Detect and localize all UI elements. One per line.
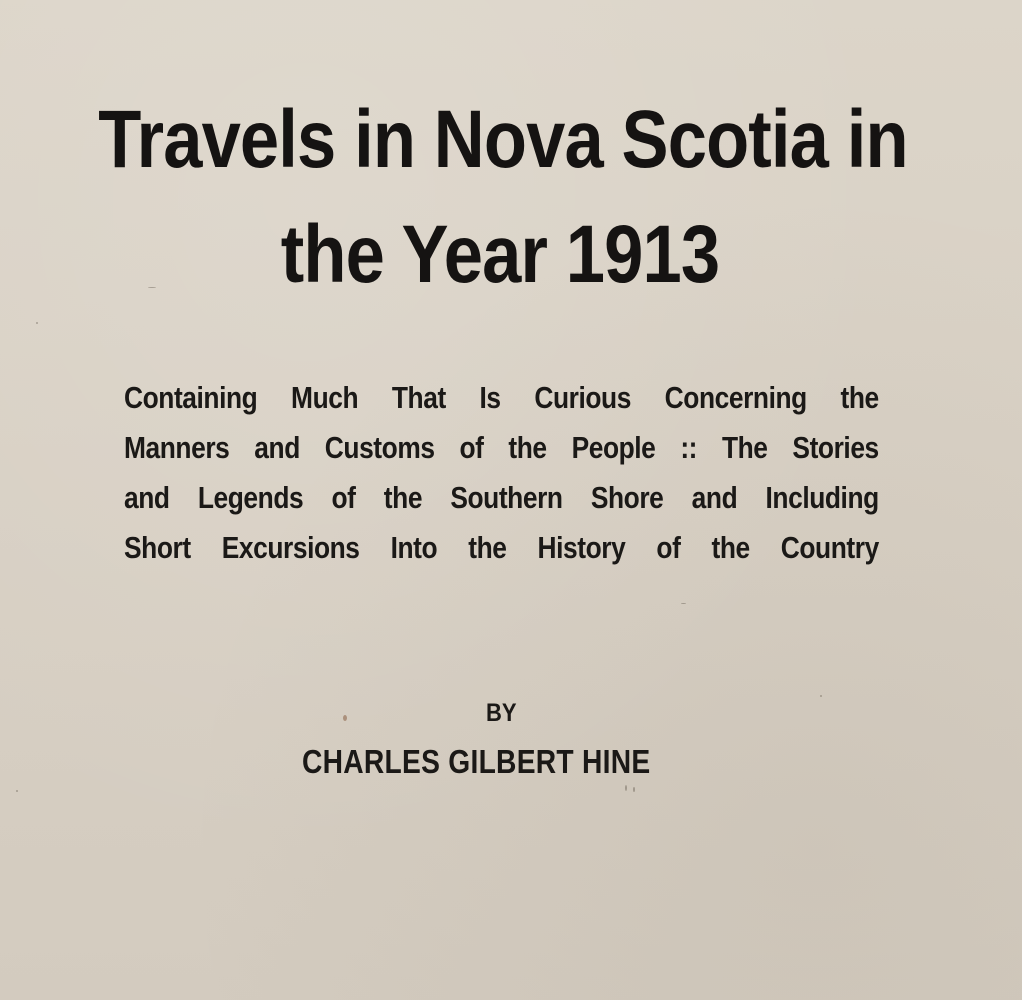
- subtitle-line-3-text: and Legends of the Southern Shore and Including: [124, 480, 879, 515]
- paper-speck: [36, 322, 38, 324]
- paper-speck: [343, 715, 347, 721]
- paper-speck: [148, 287, 156, 288]
- subtitle-line-2: [124, 428, 879, 468]
- author-name: CHARLES GILBERT HINE: [302, 743, 651, 780]
- subtitle-line-1: [124, 378, 879, 418]
- paper-speck: [681, 603, 686, 604]
- subtitle-line-2-text: Manners and Customs of the People :: The Stories: [124, 430, 879, 465]
- paper-speck: [633, 787, 635, 792]
- subtitle-line-1-text: Containing Much That Is Curious Concerning the: [124, 380, 879, 415]
- paper-speck: [625, 785, 627, 791]
- subtitle-line-3: [124, 478, 879, 518]
- paper-speck: [16, 790, 18, 792]
- byline-label: BY: [486, 699, 517, 727]
- paper-speck: [820, 695, 822, 697]
- book-title-line-1-text: Travels in Nova Scotia in: [98, 94, 908, 185]
- book-title-line-2-text: the Year 1913: [280, 209, 720, 300]
- subtitle-line-4-text: Short Excursions Into the History of the Country: [124, 530, 879, 565]
- subtitle-line-4: [124, 528, 879, 568]
